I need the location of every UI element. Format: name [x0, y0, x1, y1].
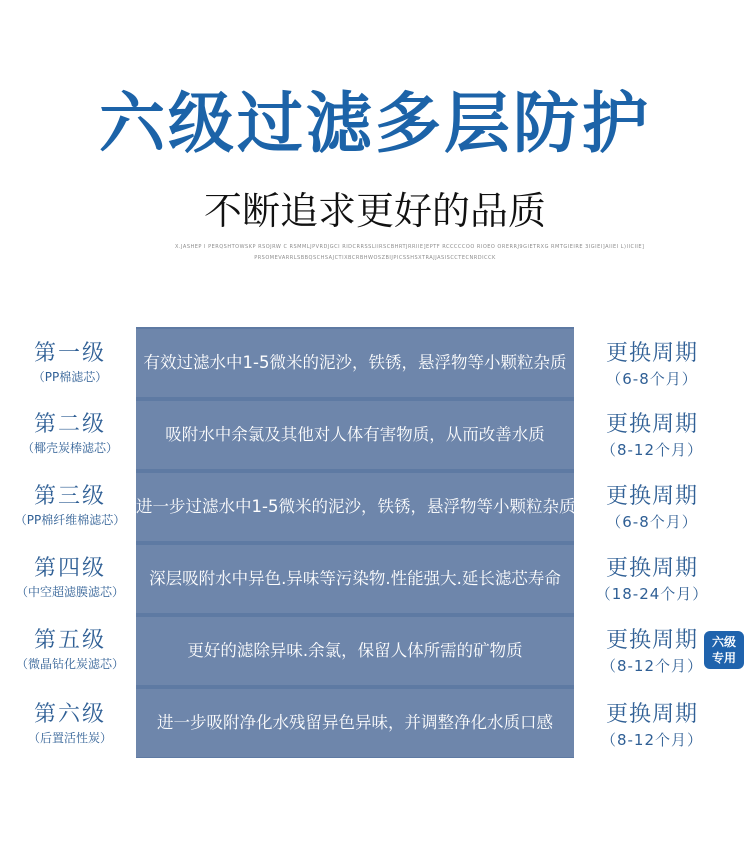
replacement-cycle-4	[592, 555, 712, 605]
level-name: 第四级	[33, 556, 106, 581]
cycle-label: 更换周期	[605, 412, 698, 437]
level-type: （椰壳炭棒滤芯）	[21, 441, 118, 455]
level-name: 第六级	[33, 702, 106, 727]
cycle-value: （8-12个月）	[600, 731, 704, 749]
level-name: 第三级	[33, 484, 106, 509]
level-description-4: 深层吸附水中异色.异味等污染物.性能强大.延长滤芯寿命	[136, 545, 574, 613]
page-title: 六级过滤多层防护	[99, 85, 651, 162]
level-type: （PP棉滤芯）	[32, 370, 108, 384]
fine-print-line-2: PRSOMEVARRLSBBQSCHSAJCTIXBCRBHWOSZBIJPICSSHSXTRAJJASISCCTECNRDICCK	[254, 255, 496, 261]
level-name: 第五级	[33, 628, 106, 653]
cycle-label: 更换周期	[605, 484, 698, 509]
cycle-value: （8-12个月）	[600, 441, 704, 459]
level-type: （中空超滤膜滤芯）	[15, 585, 124, 599]
level-label-5	[10, 627, 130, 673]
cycle-label: 更换周期	[605, 702, 698, 727]
level-description-6: 进一步吸附净化水残留异色异味，并调整净化水质口感	[136, 689, 574, 757]
level-name: 第二级	[33, 412, 106, 437]
level-type: （PP棉纤维棉滤芯）	[14, 513, 126, 527]
level-label-6	[10, 701, 130, 747]
level-type: （后置活性炭）	[27, 731, 112, 745]
level-description-2: 吸附水中余氯及其他对人体有害物质，从而改善水质	[136, 401, 574, 469]
level-description-3: 进一步过滤水中1-5微米的泥沙，铁锈，悬浮物等小颗粒杂质	[136, 473, 574, 541]
replacement-cycle-2	[592, 411, 712, 461]
level-label-2	[10, 411, 130, 457]
level-description-5: 更好的滤除异味.余氯，保留人体所需的矿物质	[136, 617, 574, 685]
badge-line-2: 专用	[711, 651, 736, 665]
cycle-value: （6-8个月）	[606, 513, 698, 531]
level-name: 第一级	[33, 341, 106, 366]
level-type: （微晶钻化炭滤芯）	[15, 657, 124, 671]
level-label-4	[10, 555, 130, 601]
cycle-value: （8-12个月）	[600, 657, 704, 675]
level-label-1	[10, 340, 130, 386]
fine-print-line-1: X.JASHEP I PERQSHTOWSKP RSOJRW C RSMMLJPVRDJGCI RIDCRRSSLIIRSCBHRTJRRIIE]EPTF RCCCCCOO RIOEO ORERRJ9GIETRXG RMTGIEIRE 3IGIEI]AIIEI L)IICIIE]	[175, 244, 645, 250]
replacement-cycle-3	[592, 483, 712, 533]
cycle-label: 更换周期	[605, 628, 698, 653]
replacement-cycle-6	[592, 701, 712, 751]
replacement-cycle-5	[592, 627, 712, 677]
cycle-label: 更换周期	[605, 556, 698, 581]
replacement-cycle-1	[592, 340, 712, 390]
level-label-3	[10, 483, 130, 529]
page-subtitle: 不断追求更好的品质	[203, 189, 546, 233]
cycle-value: （6-8个月）	[606, 370, 698, 388]
cycle-value: （18-24个月）	[595, 585, 709, 603]
level-6-exclusive-badge	[704, 631, 744, 669]
level-description-1: 有效过滤水中1-5微米的泥沙，铁锈，悬浮物等小颗粒杂质	[136, 329, 574, 397]
cycle-label: 更换周期	[605, 341, 698, 366]
badge-line-1: 六级	[711, 635, 736, 649]
